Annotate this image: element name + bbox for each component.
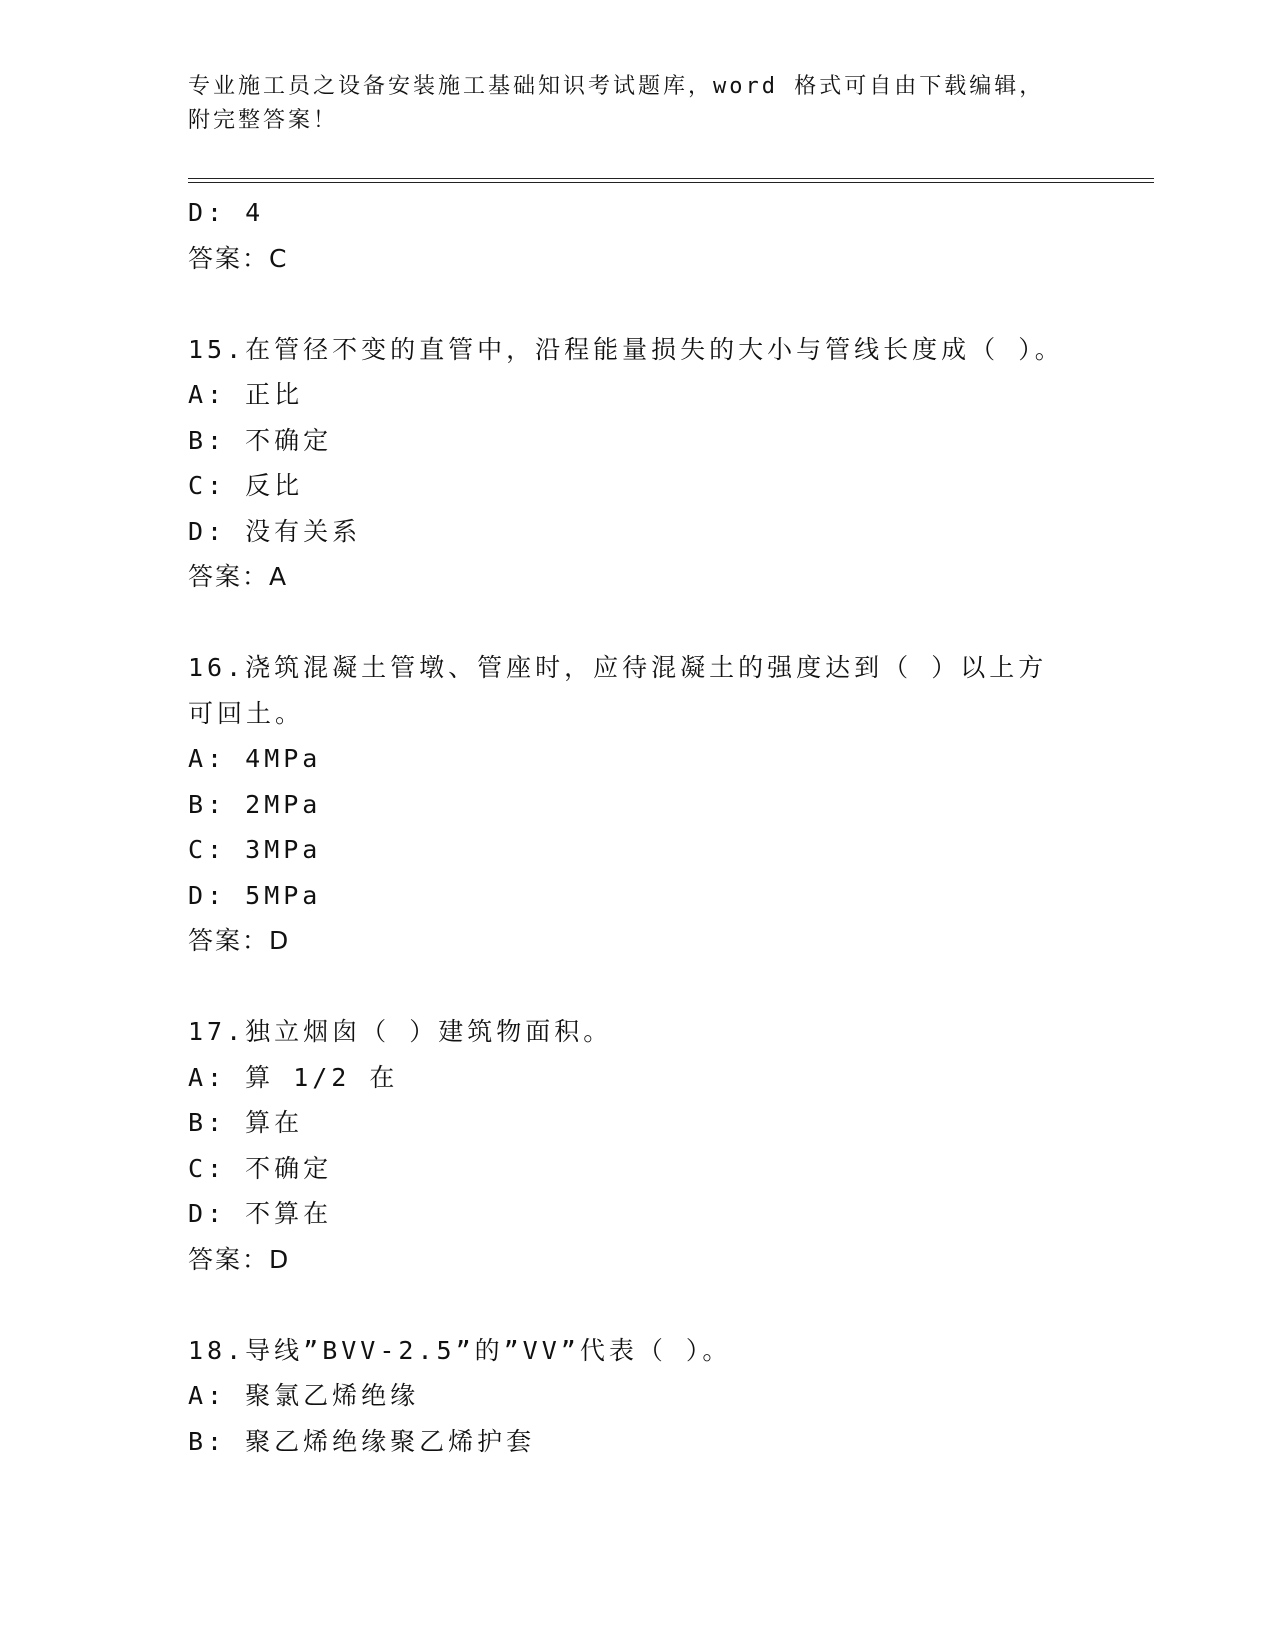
answer-line: 答案：A — [188, 562, 289, 591]
spacer — [188, 964, 1088, 1010]
option-a: A: 正比 — [188, 380, 304, 409]
spacer — [188, 1282, 1088, 1328]
answer-line: 答案：D — [188, 926, 291, 955]
option-b: B: 不确定 — [188, 425, 333, 455]
question-text: 16.浇筑混凝土管墩、管座时，应待混凝土的强度达到（ ）以上方可回土。 — [188, 653, 1048, 728]
question-text: 15.在管径不变的直管中，沿程能量损失的大小与管线长度成（ ）。 — [188, 334, 1064, 364]
page-header: 专业施工员之设备安装施工基础知识考试题库，word 格式可自由下载编辑，附完整答案！ — [188, 74, 1045, 133]
answer-line: 答案：C — [188, 243, 289, 273]
option-c: C: 不确定 — [188, 1153, 333, 1183]
header-divider-secondary — [188, 182, 1154, 183]
answer-line: 答案：D — [188, 1244, 291, 1274]
spacer — [188, 281, 1088, 327]
option-b: B: 算在 — [188, 1108, 304, 1137]
question-block-15 — [188, 327, 1088, 600]
question-text: 17.独立烟囱（ ）建筑物面积。 — [188, 1017, 613, 1046]
option-a: A: 算 1/2 在 — [188, 1062, 399, 1092]
option-a: A: 4MPa — [188, 744, 322, 773]
option-c: C: 3MPa — [188, 835, 322, 864]
option-a: A: 聚氯乙烯绝缘 — [188, 1381, 420, 1410]
question-text: 18.导线”BVV-2.5”的”VV”代表（ ）。 — [188, 1335, 732, 1365]
option-c: C: 反比 — [188, 471, 304, 500]
option-d: D: 4 — [188, 198, 265, 227]
option-d: D: 5MPa — [188, 880, 322, 910]
question-block-18 — [188, 1328, 1088, 1465]
option-d: D: 没有关系 — [188, 516, 362, 546]
question-list — [188, 190, 1088, 1464]
option-b: B: 聚乙烯绝缘聚乙烯护套 — [188, 1426, 536, 1456]
question-block-16 — [188, 645, 1088, 964]
header-divider — [188, 178, 1154, 179]
option-b: B: 2MPa — [188, 789, 322, 819]
option-d: D: 不算在 — [188, 1199, 333, 1228]
question-block-17 — [188, 1009, 1088, 1282]
spacer — [188, 600, 1088, 646]
